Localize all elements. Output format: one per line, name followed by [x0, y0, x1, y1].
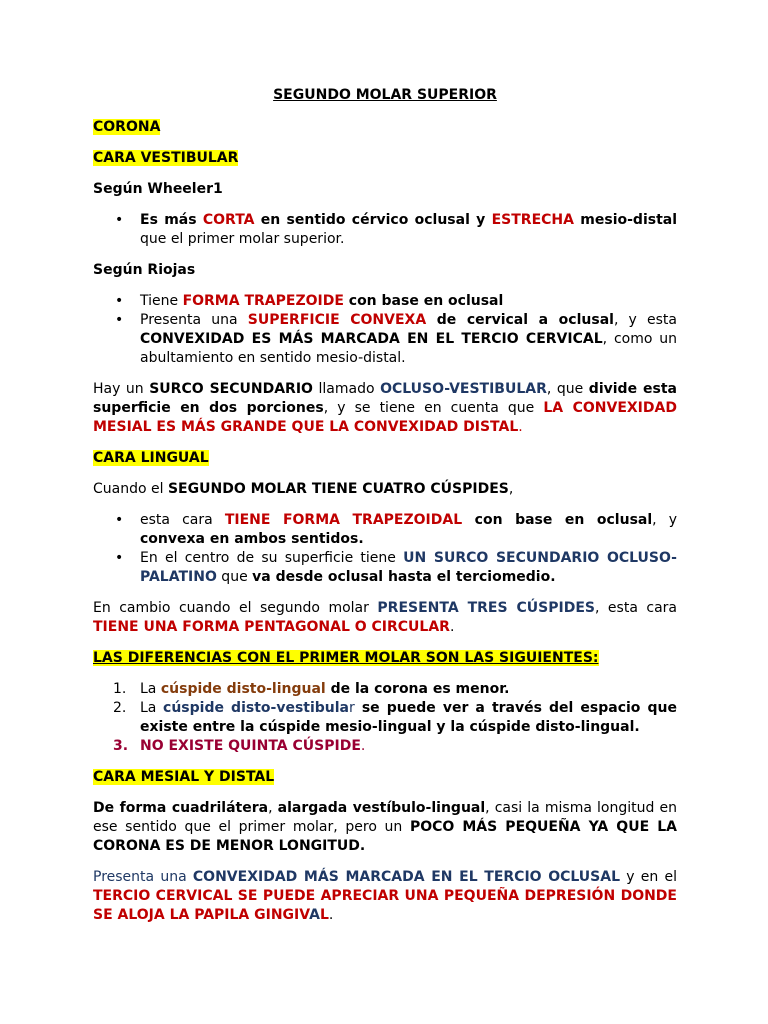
wheeler-list — [93, 211, 677, 249]
lingual-paragraph: En cambio cuando el segundo molar PRESENTA TRES CÚSPIDES, esta cara TIENE UNA FORMA PENTAGONAL O CIRCULAR. — [93, 600, 678, 635]
wheeler-heading: Según Wheeler1 — [93, 181, 223, 197]
lingual-bullet: • En el centro de su superficie tiene UN SURCO SECUNDARIO OCLUSO-PALATINO que va desde oclusal hasta el terciomedio. — [93, 549, 677, 587]
lingual-list — [93, 511, 677, 587]
mesial-paragraph-2: Presenta una CONVEXIDAD MÁS MARCADA EN EL TERCIO OCLUSAL y en el TERCIO CERVICAL SE PUEDE APRECIAR UNA PEQUEÑA DEPRESIÓN DONDE SE ALOJA LA PAPILA GINGIVAL. — [93, 869, 677, 923]
diferencias-list — [93, 680, 677, 756]
section-mesial — [93, 768, 677, 787]
lingual-intro: Cuando el SEGUNDO MOLAR TIENE CUATRO CÚSPIDES, — [93, 481, 514, 497]
section-lingual — [93, 449, 677, 468]
lingual-heading: CARA LINGUAL — [93, 450, 209, 466]
diferencias-heading: LAS DIFERENCIAS CON EL PRIMER MOLAR SON LAS SIGUIENTES: — [93, 650, 599, 666]
section-corona — [93, 118, 677, 137]
riojas-heading: Según Riojas — [93, 262, 196, 278]
page-title: SEGUNDO MOLAR SUPERIOR — [273, 87, 497, 103]
section-diferencias — [93, 649, 677, 668]
diferencias-item: 2. La cúspide disto-vestibular se puede ver a través del espacio que existe entre la cúspide mesio-lingual y la cúspide disto-lingual. — [113, 700, 677, 735]
lingual-bullet: • esta cara TIENE FORMA TRAPEZOIDAL con base en oclusal, y convexa en ambos sentidos. — [93, 511, 677, 549]
riojas-bullet: • Tiene FORMA TRAPEZOIDE con base en oclusal — [93, 292, 677, 311]
section-vestibular — [93, 149, 677, 168]
mesial-paragraph-1: De forma cuadrilátera, alargada vestíbulo-lingual, casi la misma longitud en ese sentido que el primer molar, pero un POCO MÁS PEQUEÑA YA QUE LA CORONA ES DE MENOR LONGITUD. — [93, 800, 677, 854]
wheeler-bullet: • Es más CORTA en sentido cérvico oclusal y ESTRECHA mesio-distal que el primer molar superior. — [93, 211, 677, 249]
vestibular-heading: CARA VESTIBULAR — [93, 150, 239, 166]
mesial-heading: CARA MESIAL Y DISTAL — [93, 769, 275, 785]
diferencias-item: 1. La cúspide disto-lingual de la corona es menor. — [113, 681, 510, 697]
vestibular-paragraph: Hay un SURCO SECUNDARIO llamado OCLUSO-VESTIBULAR, que divide esta superficie en dos porciones, y se tiene en cuenta que LA CONVEXIDAD MESIAL ES MÁS GRANDE QUE LA CONVEXIDAD DISTAL. — [93, 381, 677, 435]
corona-heading: CORONA — [93, 119, 161, 135]
riojas-bullet: • Presenta una SUPERFICIE CONVEXA de cervical a oclusal, y esta CONVEXIDAD ES MÁS MARCADA EN EL TERCIO CERVICAL, como un abultamiento en sentido mesio-distal. — [93, 311, 677, 368]
riojas-list — [93, 292, 677, 368]
document-body — [93, 86, 677, 937]
diferencias-item: 3. NO EXISTE QUINTA CÚSPIDE. — [113, 738, 366, 754]
